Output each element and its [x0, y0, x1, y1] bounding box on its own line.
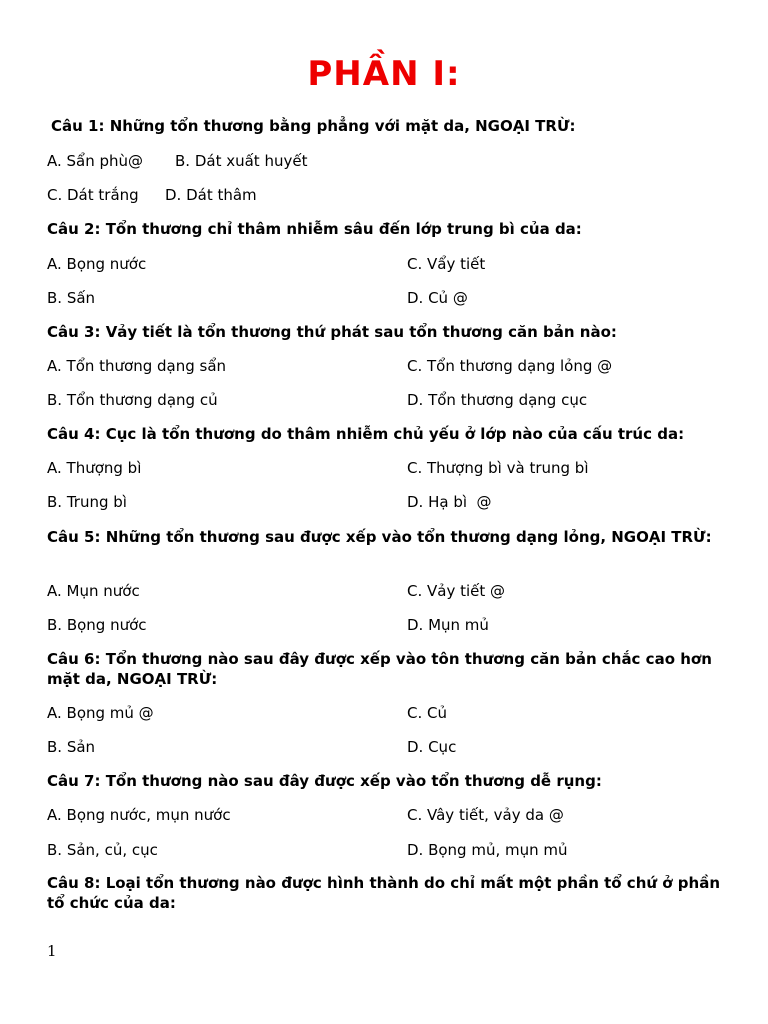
- question-6-option-b: B. Sản: [47, 738, 96, 756]
- question-8: Câu 8: Loại tổn thương nào được hình thành do chỉ mất một phần tổ chứ ở phần tổ chức của da:: [47, 874, 721, 912]
- question-3-option-b: B. Tổn thương dạng củ: [47, 391, 218, 409]
- question-4-option-b: B. Trung bì: [47, 493, 127, 511]
- question-5-option-c: C. Vảy tiết @: [407, 582, 506, 600]
- question-4-option-d: D. Hạ bì @: [407, 493, 492, 511]
- question-2: Câu 2: Tổn thương chỉ thâm nhiễm sâu đến lớp trung bì của da:: [47, 220, 582, 238]
- question-7: Câu 7: Tổn thương nào sau đây được xếp vào tổn thương dễ rụng:: [47, 772, 602, 790]
- question-4-option-a: A. Thượng bì: [47, 459, 142, 477]
- question-2-option-a: A. Bọng nước: [47, 255, 147, 273]
- question-7-option-d: D. Bọng mủ, mụn mủ: [407, 841, 568, 859]
- question-5-option-a: A. Mụn nước: [47, 582, 140, 600]
- question-1-option-a: A. Sẩn phù@: [47, 152, 144, 170]
- question-4: Câu 4: Cục là tổn thương do thâm nhiễm chủ yếu ở lớp nào của cấu trúc da:: [47, 425, 685, 443]
- question-3-option-a: A. Tổn thương dạng sẩn: [47, 357, 227, 375]
- question-1-option-d: D. Dát thâm: [165, 186, 257, 204]
- question-2-option-d: D. Củ @: [407, 289, 468, 307]
- question-3-option-c: C. Tổn thương dạng lỏng @: [407, 357, 613, 375]
- question-6: Câu 6: Tổn thương nào sau đây được xếp vào tôn thương căn bản chắc cao hơn mặt da, NGOẠI TRỪ:: [47, 650, 712, 688]
- question-7-option-a: A. Bọng nước, mụn nước: [47, 806, 231, 824]
- question-6-option-d: D. Cục: [407, 738, 457, 756]
- question-3-option-d: D. Tổn thương dạng cục: [407, 391, 588, 409]
- page-number: 1: [47, 942, 57, 960]
- question-6-option-a: A. Bọng mủ @: [47, 704, 154, 722]
- question-2-option-c: C. Vẩy tiết: [407, 255, 486, 273]
- question-7-option-c: C. Vây tiết, vảy da @: [407, 806, 564, 824]
- question-3: Câu 3: Vảy tiết là tổn thương thứ phát sau tổn thương căn bản nào:: [47, 323, 617, 341]
- question-5-option-b: B. Bọng nước: [47, 616, 147, 634]
- question-1: Câu 1: Những tổn thương bằng phẳng với mặt da, NGOẠI TRỪ:: [51, 117, 576, 135]
- question-7-option-b: B. Sản, củ, cục: [47, 841, 158, 859]
- question-5-option-d: D. Mụn mủ: [407, 616, 489, 634]
- section-title: PHẦN I:: [307, 54, 461, 94]
- question-5: Câu 5: Những tổn thương sau được xếp vào tổn thương dạng lỏng, NGOẠI TRỪ:: [47, 528, 712, 546]
- question-4-option-c: C. Thượng bì và trung bì: [407, 459, 589, 477]
- question-1-option-b: B. Dát xuất huyết: [175, 152, 308, 170]
- question-2-option-b: B. Sấn: [47, 289, 96, 307]
- question-1-option-c: C. Dát trắng: [47, 186, 139, 204]
- question-6-option-c: C. Củ: [407, 704, 447, 722]
